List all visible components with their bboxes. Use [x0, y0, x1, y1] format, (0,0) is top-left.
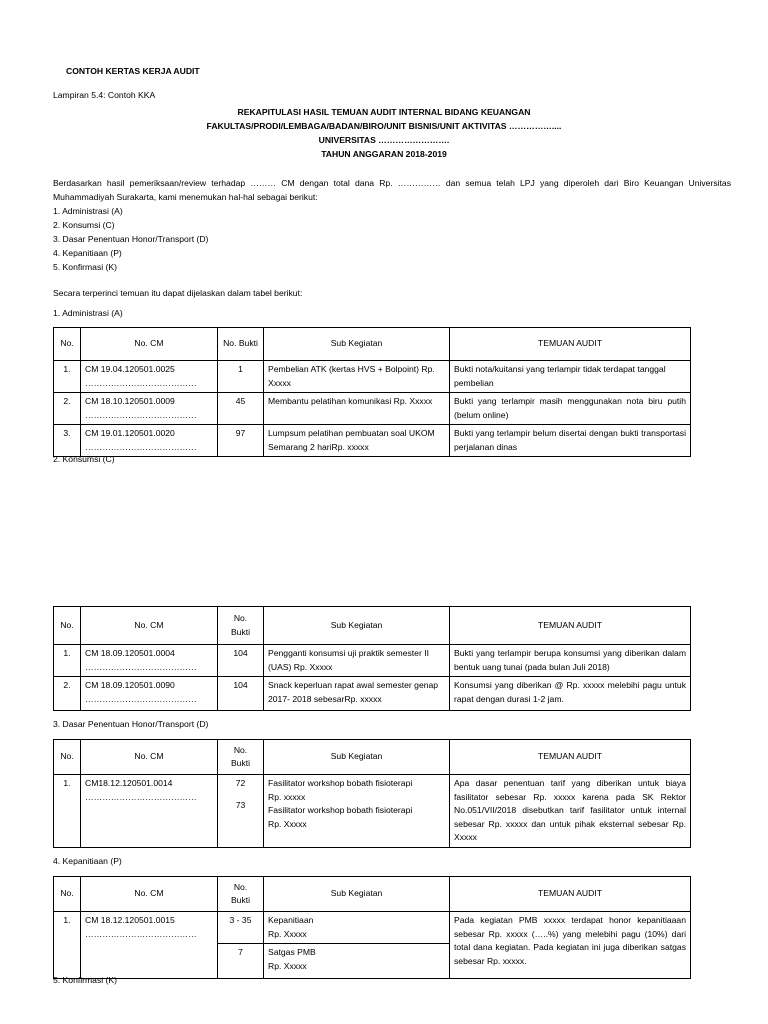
- cell-sub-kegiatan: Lumpsum pelatihan pembuatan soal UKOM Semarang 2 hariRp. xxxxx: [264, 425, 450, 457]
- table-administrasi: [53, 327, 691, 457]
- category-list: [53, 204, 208, 274]
- col-header-no: No.: [54, 740, 81, 775]
- cell-temuan: Konsumsi yang diberikan @ Rp. xxxxx melebihi pagu untuk rapat dengan durasi 1-2 jam.: [450, 677, 691, 711]
- col-header-no: No.: [54, 328, 81, 361]
- col-header-temuan: TEMUAN AUDIT: [450, 607, 691, 645]
- cell-no: 1.: [54, 645, 81, 677]
- category-item: 4. Kepanitiaan (P): [53, 248, 122, 258]
- cell-no: 2.: [54, 677, 81, 711]
- cell-bukti: 97: [218, 425, 264, 457]
- category-item: 2. Konsumsi (C): [53, 220, 115, 230]
- cell-bukti: 7: [218, 944, 264, 979]
- cell-bukti: 104: [218, 677, 264, 711]
- col-header-cm: No. CM: [81, 740, 218, 775]
- heading-line-3: UNIVERSITAS …………………….: [318, 135, 450, 145]
- col-header-temuan: TEMUAN AUDIT: [450, 877, 691, 912]
- cell-temuan: Bukti yang terlampir belum disertai dengan bukti transportasi perjalanan dinas: [450, 425, 691, 457]
- col-header-no: No.: [54, 877, 81, 912]
- cell-sub-kegiatan: Pengganti konsumsi uji praktik semester II (UAS) Rp. Xxxxx: [264, 645, 450, 677]
- document-title: CONTOH KERTAS KERJA AUDIT: [66, 66, 200, 76]
- cell-temuan: Apa dasar penentuan tarif yang diberikan untuk biaya fasilitator sebesar Rp. xxxxx karena pada SK Rektor No.051/VII/2018 disebutkan tarif fasilitator untuk internal sebesar Rp. xxxxx dan untuk pihak eksternal sebesar Rp. Xxxxx: [450, 775, 691, 848]
- section-title-konsumsi: 2. Konsumsi (C): [53, 454, 115, 464]
- table-row: [54, 645, 691, 677]
- cell-bukti: 104: [218, 645, 264, 677]
- cell-cm: CM 18.09.120501.0090 …………………………………: [81, 677, 218, 711]
- cell-no: 2.: [54, 393, 81, 425]
- heading-line-4: TAHUN ANGGARAN 2018-2019: [321, 149, 447, 159]
- table-row: [54, 393, 691, 425]
- cell-bukti: 3 - 35: [218, 912, 264, 944]
- category-item: 1. Administrasi (A): [53, 206, 123, 216]
- cell-temuan: Bukti nota/kuitansi yang terlampir tidak terdapat tanggal pembelian: [450, 361, 691, 393]
- col-header-temuan: TEMUAN AUDIT: [450, 740, 691, 775]
- cell-cm: CM 18.09.120501.0004 …………………………………: [81, 645, 218, 677]
- cell-cm: CM 18.12.120501.0015 …………………………………: [81, 912, 218, 979]
- category-item: 5. Konfirmasi (K): [53, 262, 117, 272]
- col-header-cm: No. CM: [81, 328, 218, 361]
- section-title-administrasi: 1. Administrasi (A): [53, 308, 123, 318]
- category-item: 3. Dasar Penentuan Honor/Transport (D): [53, 234, 209, 244]
- cell-no: 3.: [54, 425, 81, 457]
- col-header-temuan: TEMUAN AUDIT: [450, 328, 691, 361]
- detail-intro: Secara terperinci temuan itu dapat dijelaskan dalam tabel berikut:: [53, 288, 303, 298]
- cell-no: 1.: [54, 775, 81, 848]
- table-honor-transport: [53, 739, 691, 848]
- section-title-kepanitiaan: 4. Kepanitiaan (P): [53, 856, 122, 866]
- table-row: [54, 775, 691, 848]
- cell-temuan: Bukti yang terlampir masih menggunakan nota biru putih (belum online): [450, 393, 691, 425]
- table-row: [54, 361, 691, 393]
- table-row: [54, 425, 691, 457]
- table-kepanitiaan: [53, 876, 691, 979]
- cell-sub-kegiatan: Pembelian ATK (kertas HVS + Bolpoint) Rp. Xxxxx: [264, 361, 450, 393]
- cell-cm: CM 18.10.120501.0009 …………………………………: [81, 393, 218, 425]
- cell-sub-kegiatan: Satgas PMB Rp. Xxxxx: [264, 944, 450, 979]
- col-header-bukti: No. Bukti: [218, 877, 264, 912]
- section-title-konfirmasi: 5. Konfirmasi (K): [53, 975, 117, 985]
- cell-sub-kegiatan: Kepanitiaan Rp. Xxxxx: [264, 912, 450, 944]
- table-konsumsi: [53, 606, 691, 711]
- cell-temuan: Bukti yang terlampir berupa konsumsi yang diberikan dalam bentuk uang tunai (pada bulan Juli 2018): [450, 645, 691, 677]
- cell-cm: CM 19.04.120501.0025 …………………………………: [81, 361, 218, 393]
- table-row: [54, 912, 691, 944]
- cell-bukti: 1: [218, 361, 264, 393]
- table-row: [54, 677, 691, 711]
- cell-sub-kegiatan: Membantu pelatihan komunikasi Rp. Xxxxx: [264, 393, 450, 425]
- cell-cm: CM 19.01.120501.0020 …………………………………: [81, 425, 218, 457]
- col-header-bukti: No. Bukti: [218, 328, 264, 361]
- heading-line-2: FAKULTAS/PRODI/LEMBAGA/BADAN/BIRO/UNIT BISNIS/UNIT AKTIVITAS ……………....: [206, 121, 562, 131]
- cell-sub-kegiatan: Fasilitator workshop bobath fisioterapi Rp. xxxxx Fasilitator workshop bobath fisioterapi Rp. Xxxxx: [264, 775, 450, 848]
- col-header-sub-kegiatan: Sub Kegiatan: [264, 877, 450, 912]
- intro-paragraph: Berdasarkan hasil pemeriksaan/review terhadap ……… CM dengan total dana Rp. …………… dan semua telah LPJ yang diperoleh dari Biro Keuangan Universitas Muhammadiyah Surakarta, kami menemukan hal-hal sebagai berikut:: [53, 178, 731, 202]
- col-header-sub-kegiatan: Sub Kegiatan: [264, 607, 450, 645]
- cell-bukti: 45: [218, 393, 264, 425]
- cell-bukti: 72 73: [218, 775, 264, 848]
- col-header-bukti: No. Bukti: [218, 607, 264, 645]
- section-title-honor-transport: 3. Dasar Penentuan Honor/Transport (D): [53, 719, 209, 729]
- col-header-cm: No. CM: [81, 607, 218, 645]
- col-header-no: No.: [54, 607, 81, 645]
- heading-line-1: REKAPITULASI HASIL TEMUAN AUDIT INTERNAL BIDANG KEUANGAN: [237, 107, 531, 117]
- col-header-cm: No. CM: [81, 877, 218, 912]
- cell-no: 1.: [54, 361, 81, 393]
- lampiran-label: Lampiran 5.4: Contoh KKA: [53, 90, 156, 100]
- cell-cm: CM18.12.120501.0014 …………………………………: [81, 775, 218, 848]
- cell-sub-kegiatan: Snack keperluan rapat awal semester genap 2017- 2018 sebesarRp. xxxxx: [264, 677, 450, 711]
- col-header-bukti: No. Bukti: [218, 740, 264, 775]
- cell-temuan: Pada kegiatan PMB xxxxx terdapat honor kepanitiaaan sebesar Rp. xxxxx (…..%) yang melebihi pagu (10%) dari total dana kegiatan. Pada kegiatan ini juga diberikan satgas sebesar Rp. xxxxx.: [450, 912, 691, 979]
- col-header-sub-kegiatan: Sub Kegiatan: [264, 740, 450, 775]
- cell-no: 1.: [54, 912, 81, 979]
- col-header-sub-kegiatan: Sub Kegiatan: [264, 328, 450, 361]
